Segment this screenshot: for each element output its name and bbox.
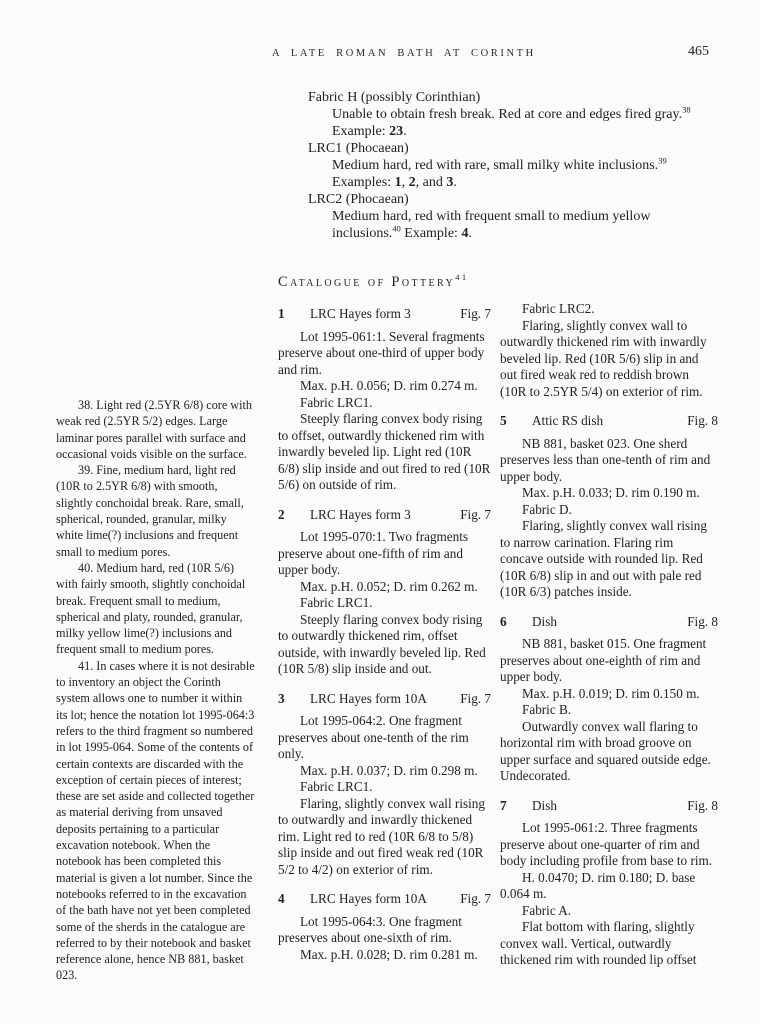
footnote-number: 40. <box>78 560 94 575</box>
entry-paragraph: Max. p.H. 0.028; D. rim 0.281 m. <box>300 946 478 962</box>
catalogue-entry <box>278 891 491 963</box>
catalogue-entry <box>500 798 718 969</box>
entry-title: Dish <box>532 613 557 629</box>
text-segment: . <box>453 175 457 190</box>
fabric-name: LRC2 (Phocaean) <box>308 192 409 207</box>
entry-figure-ref: Fig. 7 <box>460 891 491 906</box>
entry-paragraph: Flaring, slightly convex wall rising to narrow carination. Flaring rim concave outside with rounded lip. Red (10R 6/8) slip in and out with pale red (10R 6/3) patches inside. <box>500 518 707 599</box>
footnote-number: 39. <box>78 463 94 478</box>
entry-heading <box>278 507 491 524</box>
entry-paragraph: Lot 1995-061:2. Three fragments preserve about one-quarter of rim and body including profile from base to rim. <box>500 820 713 868</box>
footnote-ref: 38 <box>682 104 691 115</box>
footnotes-column <box>56 397 256 984</box>
catalogue-column-right <box>500 301 718 969</box>
fabric-intro-section <box>308 89 716 242</box>
footnote-text: In cases where it is not desirable to inventory an object the Corinth system allows one to number it within its lot; hence the notation lot 1995-064:3 refers to the third fragment so numbered in lot 1995-064. Some of the contents of certain contexts are discarded with the exception of certain pieces of interest; these are set aside and collected together as material deriving from unsaved deposits pertaining to a particular excavation notebook. When the notebook has been completed this material is given a lot number. Since the notebooks referred to in the excavation of the bath have not yet been completed some of the sherds in the catalogue are referred to by their notebook and basket reference alone, hence NB 881, basket 023. <box>56 658 255 983</box>
entry-title: LRC Hayes form 3 <box>310 306 411 321</box>
footnote <box>56 397 256 462</box>
entry-figure-ref: Fig. 8 <box>687 613 718 629</box>
footnote <box>56 560 256 658</box>
entry-paragraph: Lot 1995-070:1. Two fragments preserve about one-fifth of rim and upper body. <box>278 529 469 577</box>
entry-number: 6 <box>500 613 507 629</box>
entry-paragraph: Fabric A. <box>522 902 572 918</box>
page-number: 465 <box>688 44 709 59</box>
text-segment: , <box>401 175 409 190</box>
fabric-name: LRC1 (Phocaean) <box>308 141 409 156</box>
entry-paragraph: Steeply flaring convex body rising to offset, outwardly thickened rim with inwardly beveled lip. Light red (10R 6/8) slip inside and out fired to red (10R 5/6) on outside of rim. <box>278 411 491 492</box>
entry-paragraph: Fabric LRC1. <box>300 595 373 610</box>
text-segment: Example: <box>332 124 390 139</box>
entry-heading <box>278 891 491 908</box>
fabric-description-line <box>308 208 716 242</box>
footnote-text: Light red (2.5YR 6/8) core with weak red (2.5YR 5/2) edges. Large laminar pores parallel with surface and occasional voids visible on the surface. <box>56 398 252 461</box>
entry-paragraph: Max. p.H. 0.052; D. rim 0.262 m. <box>300 578 478 594</box>
text-segment: , and <box>415 175 447 190</box>
entry-paragraph: Lot 1995-064:2. One fragment preserves about one-tenth of the rim only. <box>278 713 469 761</box>
fabric-description-line <box>308 174 716 191</box>
entry-paragraph: Max. p.H. 0.056; D. rim 0.274 m. <box>300 378 478 393</box>
entry-paragraph: Fabric LRC1. <box>300 779 373 794</box>
entry-paragraph: Lot 1995-064:3. One fragment preserves about one-sixth of rim. <box>278 913 462 945</box>
footnote-text: Medium hard, red (10R 5/6) with fairly smooth, slightly conchoidal break. Frequent small to medium, spherical and platy, rounded, granular, milky yellow lime(?) inclusions and frequent small to medium pores. <box>56 560 246 657</box>
entry-paragraph: Fabric LRC1. <box>300 394 373 410</box>
example-number: 4 <box>461 226 469 241</box>
entry-paragraph: Steeply flaring convex body rising to outwardly thickened rim, offset outside, with inwardly beveled lip. Red (10R 5/8) slip inside and out. <box>278 611 486 676</box>
example-number: 2 <box>408 175 416 190</box>
fabric-description-line <box>308 106 716 123</box>
catalogue-column-left <box>278 306 491 963</box>
entry-paragraph: NB 881, basket 023. One sherd preserves less than one-tenth of rim and upper body. <box>500 435 711 484</box>
entry-number: 4 <box>278 891 285 906</box>
catalogue-heading-text: Catalogue of Pottery <box>278 274 456 290</box>
catalogue-heading <box>278 274 469 291</box>
footnote <box>56 462 256 560</box>
entry-paragraph: Fabric LRC2. <box>522 301 595 316</box>
text-segment: . <box>468 226 472 241</box>
text-segment: Medium hard, red with rare, small milky white inclusions. <box>332 158 659 173</box>
catalogue-heading-footnote-ref: 41 <box>455 272 469 283</box>
entry-heading <box>500 614 718 631</box>
entry-number: 7 <box>500 797 507 813</box>
catalogue-entry <box>278 691 491 879</box>
catalogue-entry <box>500 614 718 785</box>
entry-heading <box>500 413 718 430</box>
footnote-text: Fine, medium hard, light red (10R to 2.5YR 6/8) with smooth, slightly conchoidal break. Rare, small, spherical, rounded, granular, milky white lime(?) inclusions and frequent small to medium pores. <box>56 463 244 559</box>
footnote-number: 41. <box>78 658 94 673</box>
entry-title: Attic RS dish <box>532 413 604 428</box>
footnote <box>56 658 256 984</box>
entry-figure-ref: Fig. 8 <box>687 797 718 813</box>
entry-heading <box>278 691 491 708</box>
fabric-group <box>308 191 716 242</box>
entry-paragraph: Flaring, slightly convex wall to outwardly thickened rim with inwardly beveled lip. Red (10R 5/6) slip in and out fired weak red to reddish brown (10R to 2.5YR 5/4) on exterior of rim. <box>500 317 707 399</box>
fabric-name: Fabric H (possibly Corinthian) <box>308 90 481 105</box>
catalogue-entry <box>500 413 718 601</box>
entry-number: 2 <box>278 506 285 522</box>
footnote-ref: 40 <box>392 223 401 234</box>
example-number: 23 <box>389 124 404 139</box>
example-number: 1 <box>394 175 402 190</box>
entry-figure-ref: Fig. 7 <box>460 306 491 321</box>
entry-title: Dish <box>532 797 557 813</box>
text-segment: Unable to obtain fresh break. Red at core and edges fired gray. <box>332 107 683 122</box>
entry-paragraph: H. 0.0470; D. rim 0.180; D. base 0.064 m. <box>500 869 696 901</box>
footnote-number: 38. <box>78 398 94 412</box>
entry-number: 3 <box>278 690 285 706</box>
entry-paragraph: Outwardly convex wall flaring to horizontal rim with broad groove on upper surface and squared outside edge. Undecorated. <box>500 718 711 783</box>
entry-figure-ref: Fig. 8 <box>687 413 718 428</box>
catalogue-entry-continuation <box>500 301 718 400</box>
text-segment: Example: <box>400 226 462 241</box>
entry-paragraph: Max. p.H. 0.033; D. rim 0.190 m. <box>522 485 700 500</box>
entry-paragraph: Max. p.H. 0.037; D. rim 0.298 m. <box>300 762 478 778</box>
entry-heading <box>500 798 718 815</box>
entry-paragraph: NB 881, basket 015. One fragment preserves about one-eighth of rim and upper body. <box>500 636 707 684</box>
entry-title: LRC Hayes form 10A <box>310 891 427 906</box>
entry-paragraph: Fabric D. <box>522 501 572 517</box>
entry-number: 5 <box>500 413 507 428</box>
entry-figure-ref: Fig. 7 <box>460 690 491 706</box>
text-segment: Medium hard, red with frequent small to medium yellow inclusions. <box>332 209 651 241</box>
entry-number: 1 <box>278 306 285 321</box>
catalogue-entry <box>278 507 491 678</box>
fabric-group <box>308 89 716 140</box>
footnote-ref: 39 <box>658 155 667 166</box>
text-segment: . <box>403 124 407 139</box>
entry-paragraph: Max. p.H. 0.019; D. rim 0.150 m. <box>522 685 700 701</box>
entry-paragraph: Flaring, slightly convex wall rising to outwardly and inwardly thickened rim. Light red to red (10R 6/8 to 5/8) slip inside and out fired weak red (10R 5/2 to 4/2) on exterior of rim. <box>278 795 485 877</box>
running-head: A LATE ROMAN BATH AT CORINTH <box>272 48 536 59</box>
entry-heading <box>278 306 491 323</box>
catalogue-entry <box>278 306 491 494</box>
fabric-group <box>308 140 716 191</box>
entry-paragraph: Flat bottom with flaring, slightly convex wall. Vertical, outwardly thickened rim with rounded lip offset <box>500 919 697 967</box>
entry-paragraph: Fabric B. <box>522 702 572 717</box>
entry-title: LRC Hayes form 3 <box>310 506 411 522</box>
entry-figure-ref: Fig. 7 <box>460 506 491 522</box>
example-number: 3 <box>446 175 454 190</box>
entry-paragraph: Lot 1995-061:1. Several fragments preserve about one-third of upper body and rim. <box>278 328 485 377</box>
entry-title: LRC Hayes form 10A <box>310 690 427 706</box>
fabric-description-line <box>308 123 716 140</box>
text-segment: Examples: <box>332 175 395 190</box>
fabric-description-line <box>308 157 716 174</box>
